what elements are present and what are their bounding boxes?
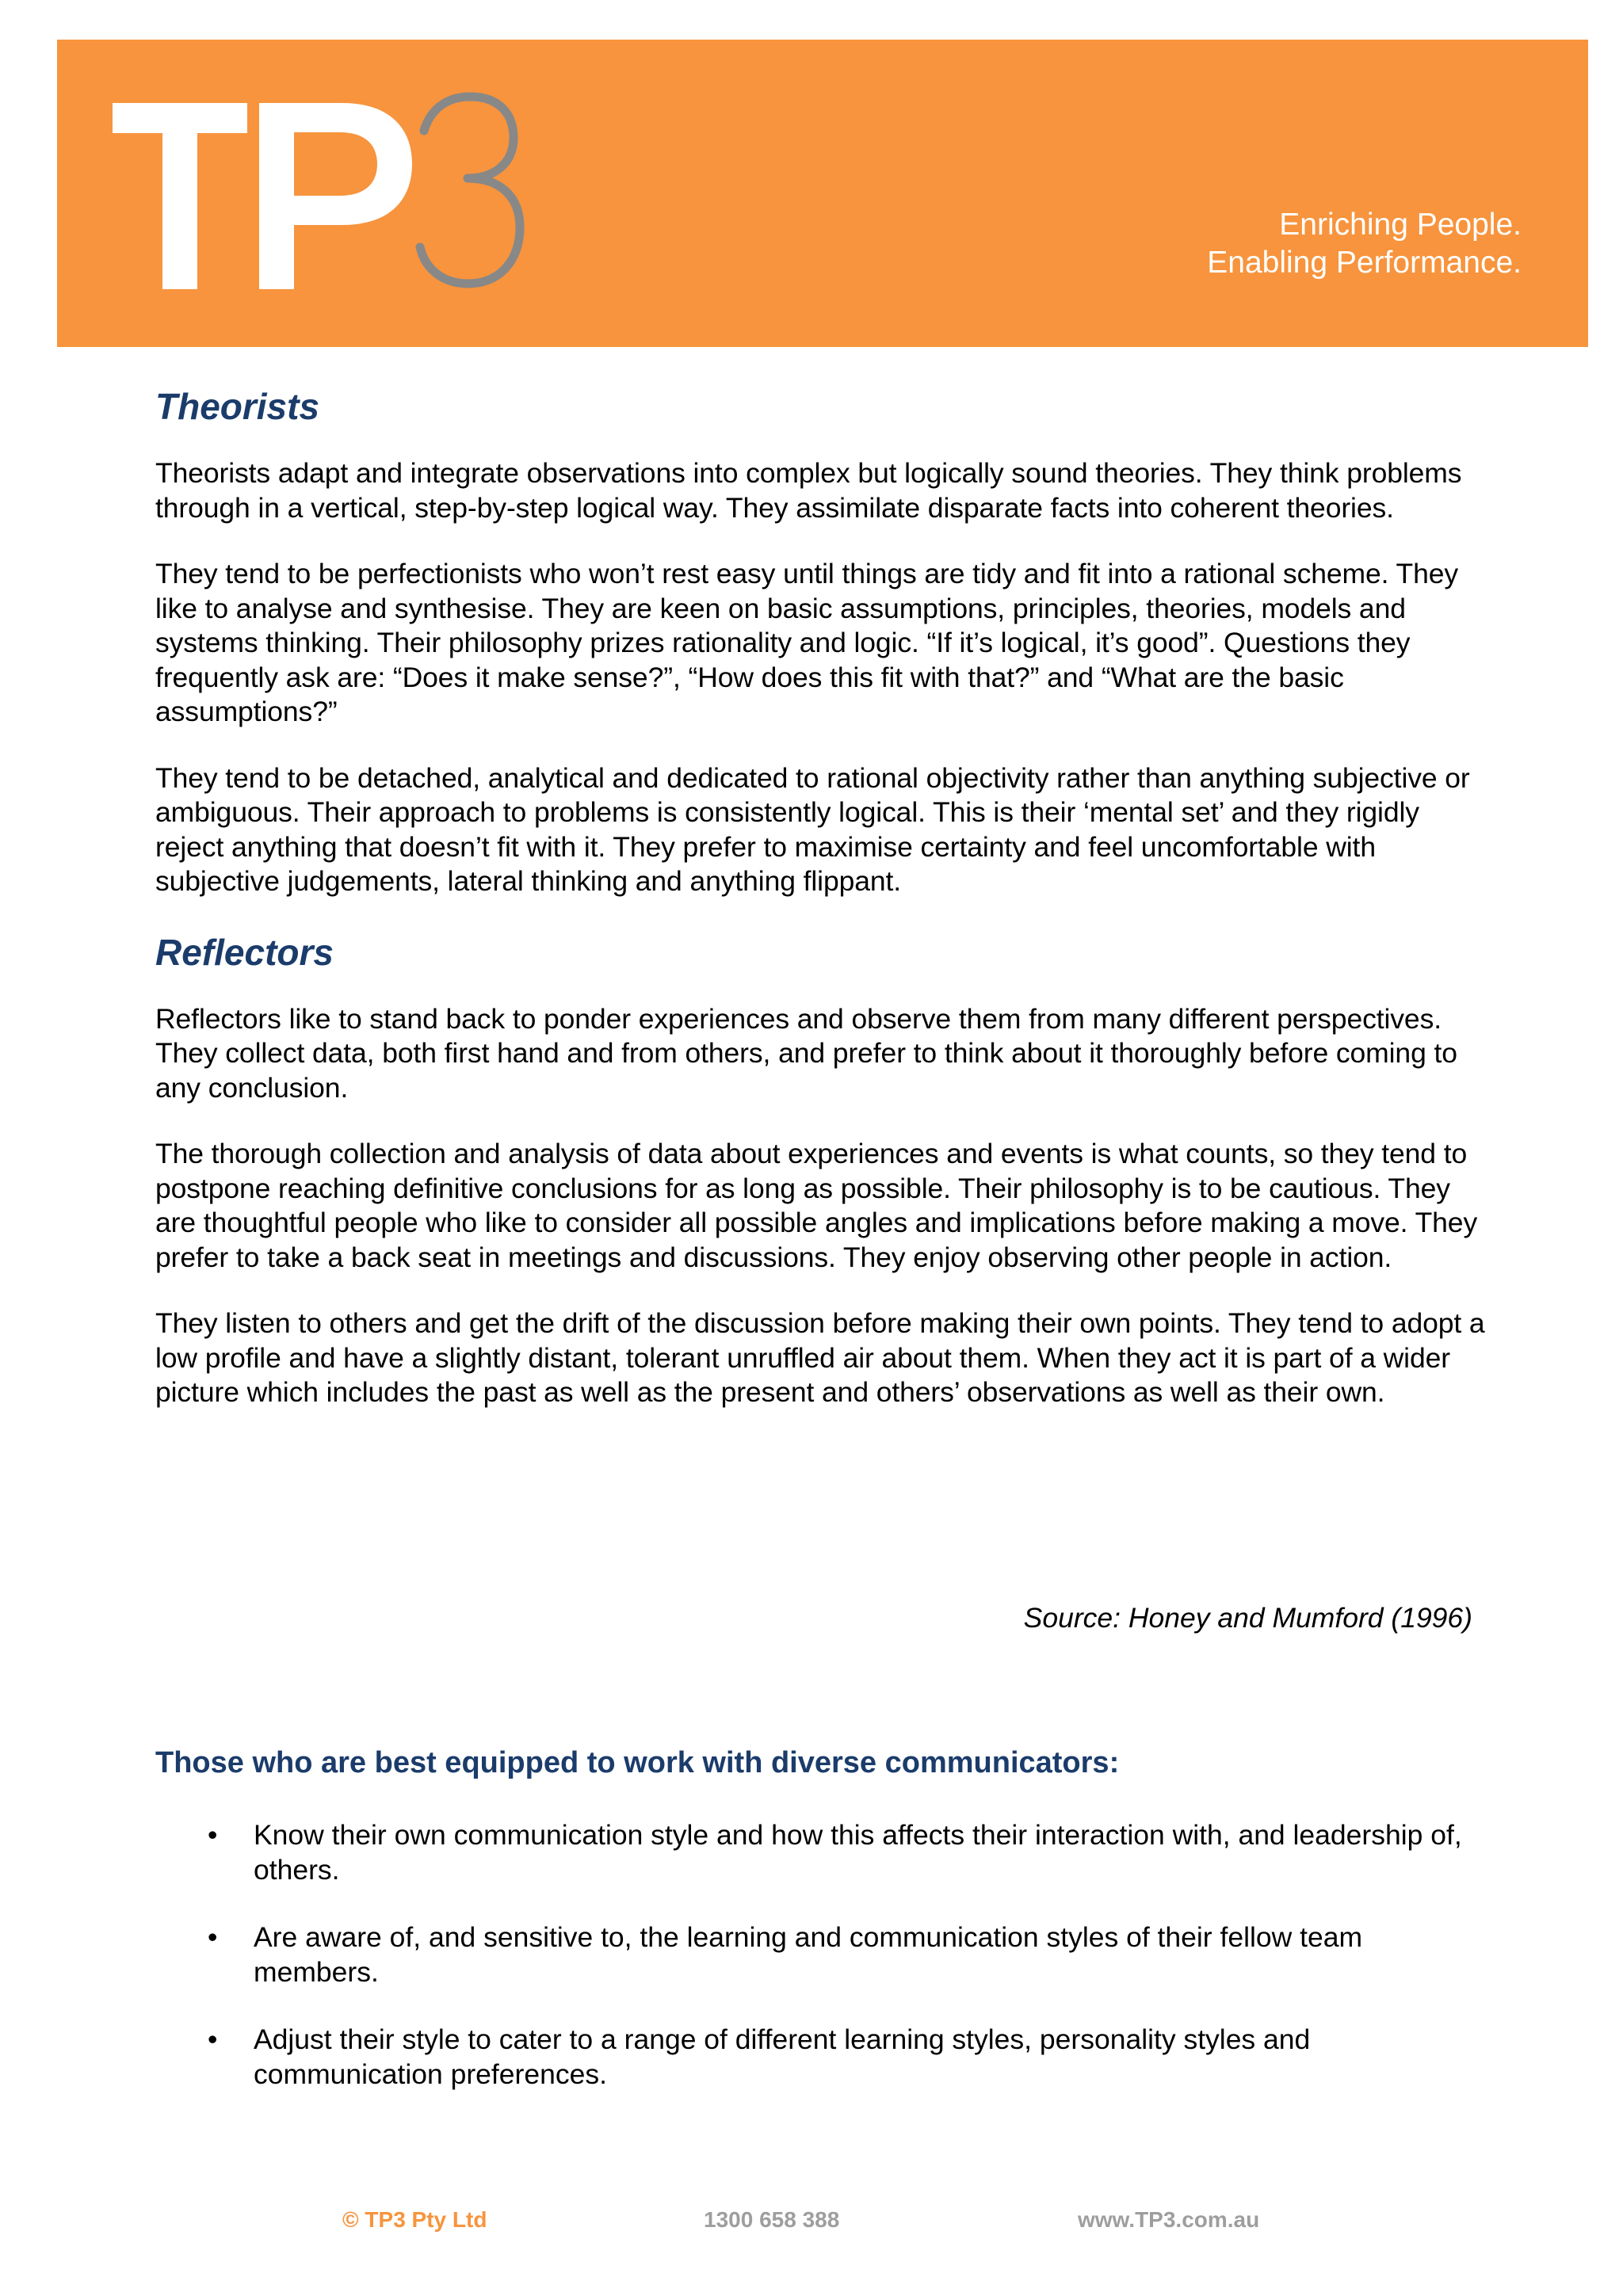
footer-website-link[interactable]: www.TP3.com.au: [1078, 2207, 1260, 2232]
best-equipped-list: [155, 1818, 1487, 2125]
bullet-icon: •: [208, 1819, 218, 1851]
section-title-theorists: Theorists: [155, 386, 320, 427]
tagline-line-2: Enabling Performance.: [1207, 246, 1522, 280]
list-item-text: Adjust their style to cater to a range of different learning styles, personality styles and communication preferences.: [254, 2023, 1311, 2090]
list-item: [155, 1920, 1487, 1989]
reflectors-paragraph-3: They listen to others and get the drift of the discussion before making their own points. They tend to adopt a low profile and have a slightly distant, tolerant unruffled air about them. When they act it is part of a wider picture which includes the past as well as the present and others’ observations as well as their own.: [155, 1307, 1485, 1408]
list-item-text: Are aware of, and sensitive to, the learning and communication styles of their fellow team members.: [254, 1921, 1363, 1988]
section-title-reflectors: Reflectors: [155, 931, 334, 973]
tp3-logo: [113, 87, 525, 293]
tagline-line-1: Enriching People.: [1279, 208, 1522, 242]
reflectors-paragraph-2: The thorough collection and analysis of data about experiences and events is what counts, so they tend to postpone reaching definitive conclusions for as long as possible. Their philosophy is to be cautious. They are thoughtful people who like to consider all possible angles and implications before making a move. They prefer to take a back seat in meetings and discussions. They enjoy observing other people in action.: [155, 1138, 1478, 1273]
tagline: [1207, 206, 1522, 282]
main-content: [155, 371, 1487, 1442]
theorists-paragraph-1: Theorists adapt and integrate observations into complex but logically sound theories. They think problems through in a vertical, step-by-step logical way. They assimilate disparate facts into coherent theories.: [155, 457, 1462, 524]
bullet-icon: •: [208, 2023, 218, 2055]
footer-phone: 1300 658 388: [704, 2207, 840, 2232]
reflectors-paragraph-1: Reflectors like to stand back to ponder experiences and observe them from many different perspectives. They collect data, both first hand and from others, and prefer to think about it thoroughly before coming to any conclusion.: [155, 1002, 1457, 1104]
section-reflectors: [155, 917, 1487, 1410]
footer-copyright: © TP3 Pty Ltd: [342, 2207, 487, 2232]
list-item-text: Know their own communication style and how this affects their interaction with, and leadership of, others.: [254, 1819, 1462, 1886]
best-equipped-heading: Those who are best equipped to work with diverse communicators:: [155, 1746, 1120, 1779]
list-item: [155, 1818, 1487, 1887]
source-citation: Source: Honey and Mumford (1996): [1023, 1602, 1472, 1634]
theorists-paragraph-3: They tend to be detached, analytical and dedicated to rational objectivity rather than anything subjective or ambiguous. Their approach to problems is consistently logical. This is their ‘mental set’ and they rigidly reject anything that doesn’t fit with it. They prefer to maximise certainty and feel uncomfortable with subjective judgements, lateral thinking and anything flippant.: [155, 761, 1470, 897]
header-banner: [57, 40, 1588, 347]
list-item: [155, 2023, 1487, 2092]
section-theorists: [155, 371, 1487, 899]
theorists-paragraph-2: They tend to be perfectionists who won’t rest easy until things are tidy and fit into a rational scheme. They like to analyse and synthesise. They are keen on basic assumptions, principles, theories, models and systems thinking. Their philosophy prizes rationality and logic. “If it’s logical, it’s good”. Questions they frequently ask are: “Does it make sense?”, “How does this fit with that?” and “What are the basic assumptions?”: [155, 558, 1459, 727]
bullet-icon: •: [208, 1921, 218, 1953]
